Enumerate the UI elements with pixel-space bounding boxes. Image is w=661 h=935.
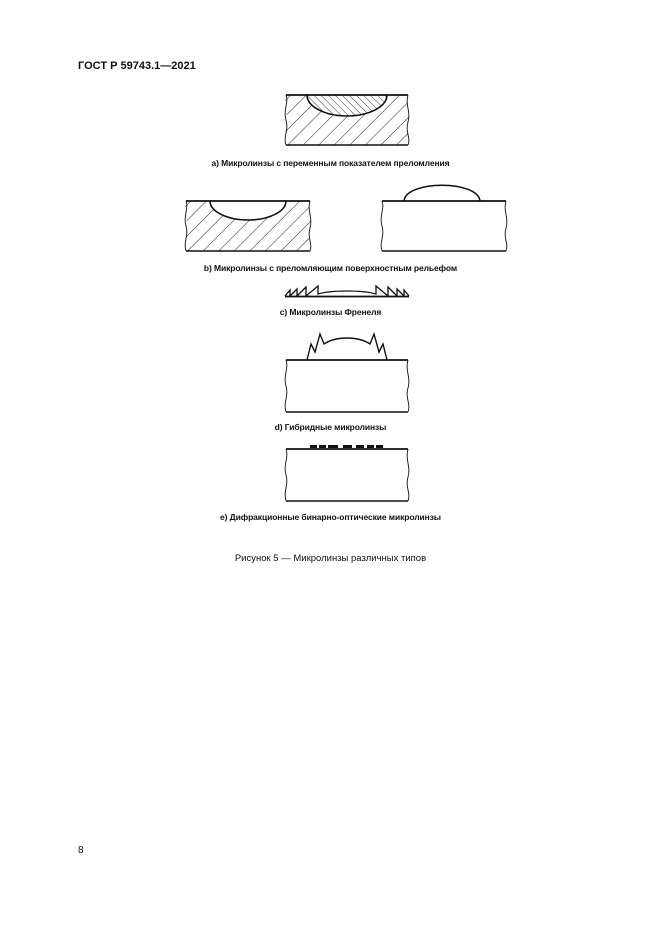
- diagram-e-binary-optics-microlens: [280, 440, 414, 508]
- diagram-a-gradient-index-microlens: [280, 90, 414, 152]
- caption-d: d) Гибридные микролинзы: [274, 422, 387, 432]
- diagram-b-recessed-surface-relief-lens: [180, 196, 314, 258]
- caption-c: c) Микролинзы Френеля: [279, 307, 382, 317]
- page-number: 8: [78, 845, 84, 856]
- diagram-d-hybrid-microlens: [280, 330, 414, 418]
- caption-a: a) Микролинзы с переменным показателем преломления: [211, 158, 450, 168]
- document-header: ГОСТ Р 59743.1—2021: [78, 60, 196, 72]
- diagram-b-convex-surface-relief-lens: [376, 176, 516, 258]
- figure-title: Рисунок 5 — Микролинзы различных типов: [234, 553, 427, 564]
- diagram-c-fresnel-lens: [280, 280, 414, 302]
- caption-e: e) Дифракционные бинарно-оптические микролинзы: [220, 512, 441, 522]
- caption-b: b) Микролинзы с преломляющим поверхностным рельефом: [203, 263, 458, 273]
